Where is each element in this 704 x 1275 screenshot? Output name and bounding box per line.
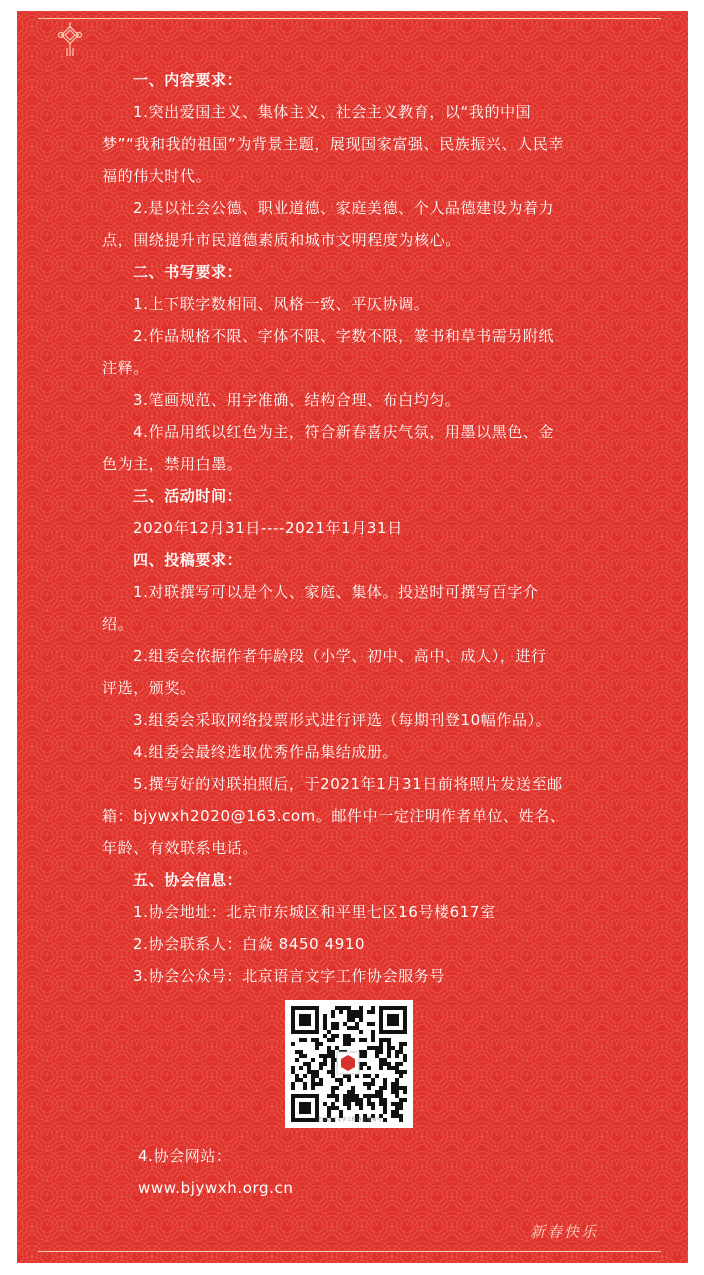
writing-item-4-line-2: 色为主，禁用白墨。	[102, 455, 243, 473]
top-divider	[38, 18, 661, 19]
content-item-1-line-1: 1.突出爱国主义、集体主义、社会主义教育，以“我的中国	[133, 103, 532, 121]
submit-item-2-line-1: 2.组委会依据作者年龄段（小学、初中、高中、成人），进行	[133, 647, 547, 665]
submit-item-5-line-1: 5.撰写好的对联拍照后，于2021年1月31日前将照片发送至邮	[133, 775, 563, 793]
bottom-divider	[38, 1251, 661, 1252]
association-website-label: 4.协会网站：	[138, 1147, 232, 1165]
section-title-association: 五、协会信息：	[133, 871, 243, 889]
content-item-2-line-1: 2.是以社会公德、职业道德、家庭美德、个人品德建设为着力	[133, 199, 555, 217]
writing-item-4-line-1: 4.作品用纸以红色为主，符合新春喜庆气氛，用墨以黑色、金	[133, 423, 555, 441]
writing-item-1: 1.上下联字数相同、风格一致、平仄协调。	[133, 295, 430, 313]
association-address: 1.协会地址：北京市东城区和平里七区16号楼617室	[133, 903, 496, 921]
association-contact: 2.协会联系人：白焱 8450 4910	[133, 935, 366, 953]
qr-code-image	[285, 1000, 413, 1128]
writing-item-3: 3.笔画规范、用字准确、结构合理、布白均匀。	[133, 391, 461, 409]
content-item-2-line-2: 点，围绕提升市民道德素质和城市文明程度为核心。	[102, 231, 461, 249]
submit-item-3: 3.组委会采取网络投票形式进行评选（每期刊登10幅作品）。	[133, 711, 552, 729]
activity-dates: 2020年12月31日----2021年1月31日	[133, 519, 403, 537]
section-title-submission: 四、投稿要求：	[133, 551, 243, 569]
section-title-time: 三、活动时间：	[133, 487, 243, 505]
section-title-writing: 二、书写要求：	[133, 263, 243, 281]
content-item-1-line-2: 梦”“我和我的祖国”为背景主题，展现国家富强、民族振兴、人民幸	[102, 135, 564, 153]
content-item-1-line-3: 福的伟大时代。	[102, 167, 212, 185]
qr-code[interactable]	[285, 1000, 413, 1128]
submit-item-5-line-3: 年龄、有效联系电话。	[102, 839, 259, 857]
writing-item-2-line-2: 注释。	[102, 359, 149, 377]
submit-item-4: 4.组委会最终选取优秀作品集结成册。	[133, 743, 399, 761]
submit-item-5-line-2[interactable]: 箱：bjywxh2020@163.com。邮件中一定注明作者单位、姓名、	[102, 807, 566, 825]
submit-item-1-line-2: 绍。	[102, 615, 134, 633]
writing-item-2-line-1: 2.作品规格不限、字体不限、字数不限，篆书和草书需另附纸	[133, 327, 555, 345]
association-website-link[interactable]: www.bjywxh.org.cn	[138, 1179, 294, 1197]
submit-item-2-line-2: 评选，颁奖。	[102, 679, 196, 697]
association-public-account: 3.协会公众号：北京语言文字工作协会服务号	[133, 967, 445, 985]
chinese-knot-icon	[55, 22, 85, 56]
section-title-content: 一、内容要求：	[133, 71, 243, 89]
submit-item-1-line-1: 1.对联撰写可以是个人、家庭、集体。投送时可撰写百字介	[133, 583, 539, 601]
new-year-brush-text: 新春快乐	[530, 1223, 599, 1241]
qr-caption: 北京语言文字工作协会服务号	[316, 1117, 382, 1123]
